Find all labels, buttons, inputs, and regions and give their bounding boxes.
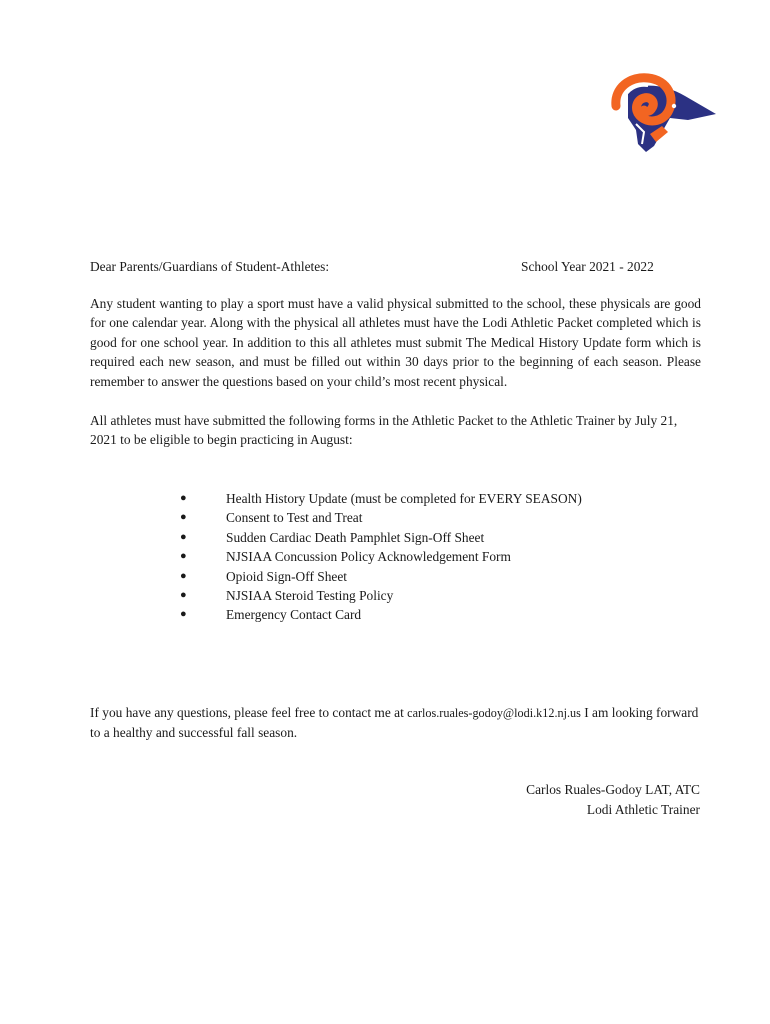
contact-text-after: I am looking forward to a healthy and successful fall season. [90,705,699,741]
bullet-icon: ● [180,530,187,543]
form-name: Emergency Contact Card [226,607,362,623]
trainer-email: carlos.ruales-godoy@lodi.k12.nj.us [407,706,581,720]
school-year: School Year 2021 - 2022 [521,259,654,274]
list-item [180,547,582,566]
form-name: Consent to Test and Treat [226,510,363,526]
contact-text-before: If you have any questions, please feel free to contact me at [90,705,408,720]
bullet-icon: ● [180,550,187,563]
ram-logo-icon [610,72,718,156]
salutation: Dear Parents/Guardians of Student-Athletes: [90,259,330,274]
list-item [180,605,582,624]
bullet-icon: ● [180,608,187,621]
bullet-icon: ● [180,492,187,504]
list-item [180,508,582,527]
form-name: Opioid Sign-Off Sheet [226,568,348,584]
greeting-row [90,258,660,276]
signature-name: Carlos Ruales-Godoy LAT, ATC [526,782,700,797]
form-name: NJSIAA Steroid Testing Policy [226,588,394,604]
signature-title: Lodi Athletic Trainer [586,802,700,817]
physical-requirements-paragraph: Any student wanting to play a sport must have a valid physical submitted to the school, these physicals are good for one calendar year. Along with the physical all athletes must have the Lodi Athletic Packet completed which is good for one school year. In addition to this all athletes must submit The Medical History Update form which is required each new season, and must be filled out within 30 days prior to the beginning of each season. Please remember to answer the questions based on your child’s most recent physical. [90,296,701,389]
forms-deadline-paragraph: All athletes must have submitted the following forms in the Athletic Packet to the Athletic Trainer by July 21, 2021 to be eligible to begin practicing in August: [90,413,678,448]
list-item [180,528,582,547]
list-item [180,489,582,508]
form-name: NJSIAA Concussion Policy Acknowledgement Form [226,549,511,565]
bullet-icon: ● [180,569,187,582]
bullet-icon: ● [180,589,187,602]
list-item [180,567,582,586]
form-name: Health History Update (must be completed for EVERY SEASON) [226,491,582,506]
ram-logo [610,72,718,156]
bullet-icon: ● [180,511,187,524]
signature-block [526,780,700,820]
contact-paragraph [90,703,701,743]
required-forms-list [180,489,582,625]
form-name: Sudden Cardiac Death Pamphlet Sign-Off Sheet [226,529,485,545]
list-item [180,586,582,605]
